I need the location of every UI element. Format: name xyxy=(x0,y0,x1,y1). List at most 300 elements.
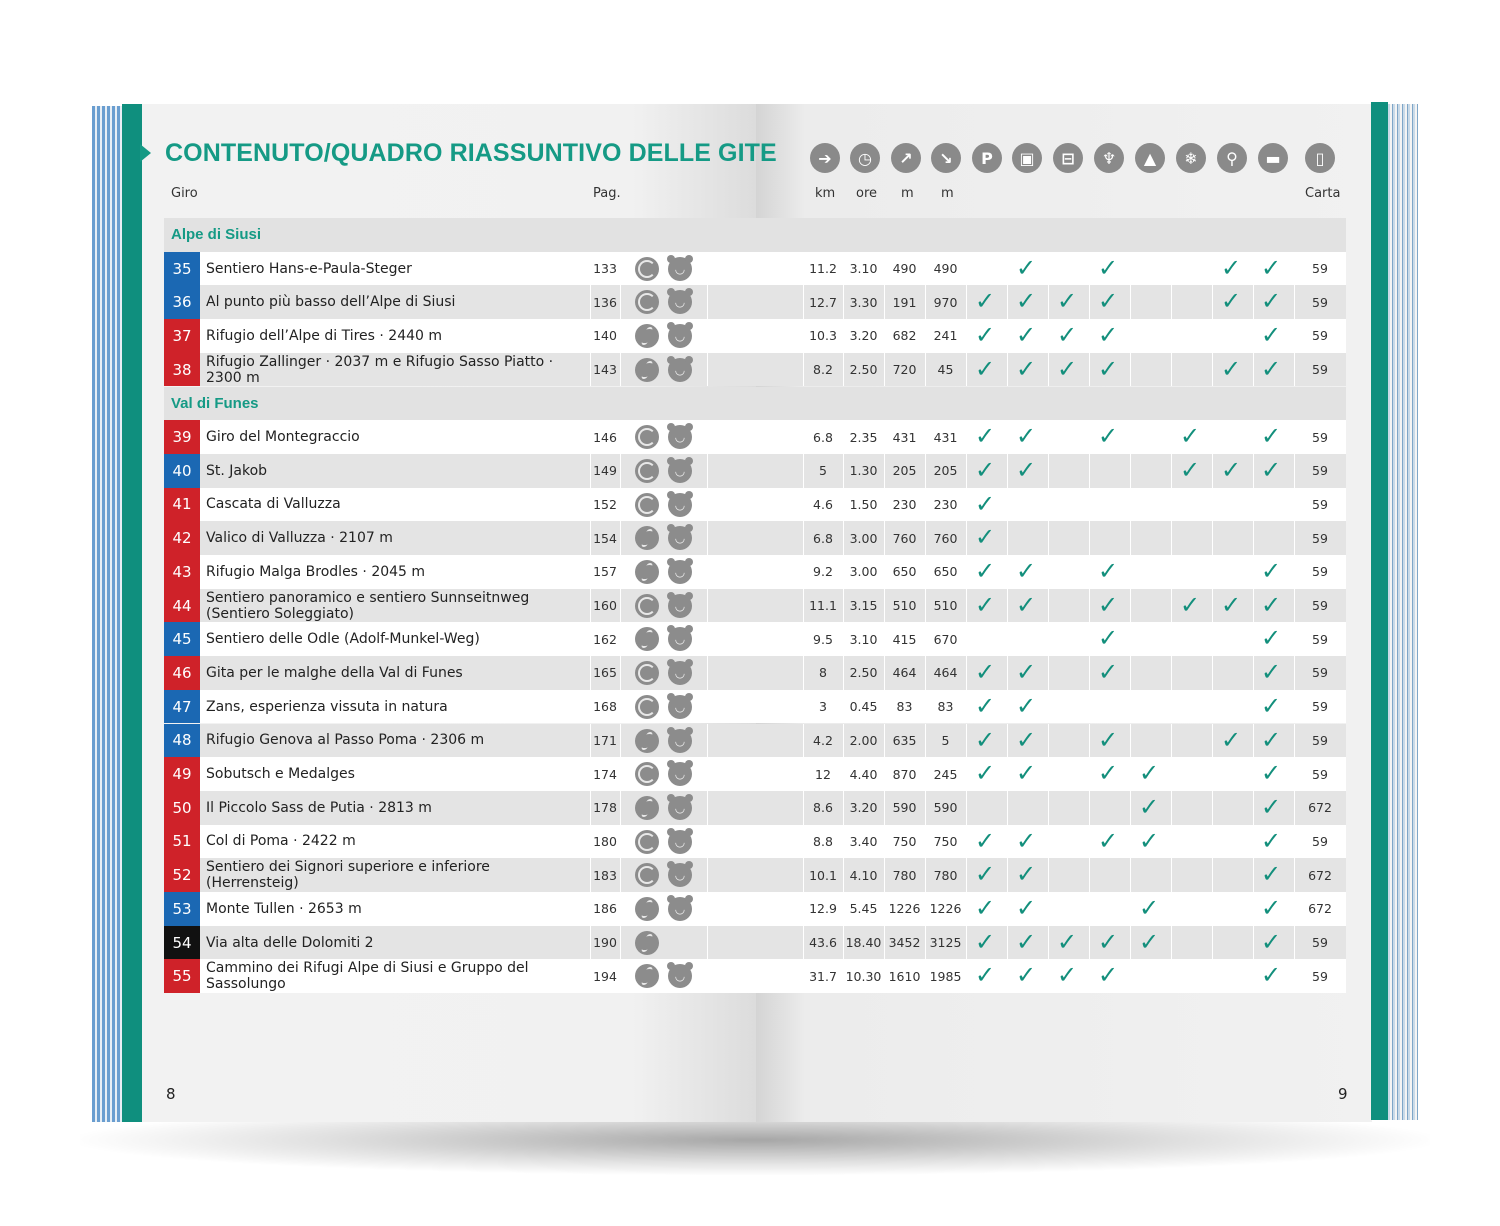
tour-map-sheet: 59 xyxy=(1312,699,1328,715)
checkmark-icon: ✓ xyxy=(1015,860,1037,889)
tour-km: 10.3 xyxy=(809,328,837,344)
checkmark-icon: ✓ xyxy=(1015,658,1037,687)
tour-ascent: 590 xyxy=(892,800,917,816)
column-separator xyxy=(1171,555,1172,589)
checkmark-icon: ✓ xyxy=(1138,894,1160,922)
kids-friendly-icon: ◡ xyxy=(668,560,692,584)
column-separator xyxy=(1212,858,1213,892)
tour-page: 157 xyxy=(593,564,617,580)
tour-page: 149 xyxy=(593,463,617,479)
tour-number-badge: 45 xyxy=(164,622,200,656)
tour-number-badge: 37 xyxy=(164,319,200,353)
checkmark-icon: ✓ xyxy=(974,725,996,754)
column-separator xyxy=(1171,656,1172,690)
column-separator xyxy=(707,724,708,758)
checkmark-icon: ✓ xyxy=(1097,927,1119,956)
tour-map-sheet: 59 xyxy=(1312,935,1328,951)
column-separator xyxy=(620,589,621,623)
tour-map-sheet: 59 xyxy=(1312,833,1328,849)
checkmark-icon: ✓ xyxy=(1260,624,1282,653)
checkmark-icon: ✓ xyxy=(974,557,996,585)
tour-descent: 760 xyxy=(933,530,958,546)
column-separator xyxy=(1212,791,1213,825)
tour-map-sheet: 59 xyxy=(1312,496,1328,512)
column-separator xyxy=(620,555,621,589)
header-pag: Pag. xyxy=(593,186,621,201)
checkmark-icon: ✓ xyxy=(1097,557,1119,585)
tour-map-sheet: 59 xyxy=(1312,631,1328,647)
checkmark-icon: ✓ xyxy=(1015,253,1037,282)
snowflake-icon: ❄ xyxy=(1176,143,1206,173)
checkmark-icon: ✓ xyxy=(1097,725,1119,754)
checkmark-icon: ✓ xyxy=(1097,624,1119,653)
tour-number-badge: 46 xyxy=(164,656,200,690)
tour-page: 140 xyxy=(593,328,617,344)
checkmark-icon: ✓ xyxy=(1138,759,1160,788)
column-separator xyxy=(1089,791,1090,825)
checkmark-icon: ✓ xyxy=(974,826,996,855)
column-separator xyxy=(620,825,621,859)
tour-name: Sobutsch e Medalges xyxy=(206,766,355,783)
checkmark-icon: ✓ xyxy=(1138,927,1160,956)
tour-name: Zans, esperienza vissuta in natura xyxy=(206,698,448,715)
tour-map-sheet: 59 xyxy=(1312,665,1328,681)
tour-descent: 205 xyxy=(933,463,958,479)
tour-descent: 590 xyxy=(933,800,958,816)
column-separator xyxy=(1089,858,1090,892)
column-separator xyxy=(707,521,708,555)
tour-descent: 431 xyxy=(933,429,958,445)
column-separator xyxy=(620,454,621,488)
header-km: km xyxy=(815,186,836,201)
ascent-arrow-icon: ↗ xyxy=(891,143,921,173)
section-title: Val di Funes xyxy=(171,394,259,412)
checkmark-icon: ✓ xyxy=(974,422,996,451)
tour-map-sheet: 59 xyxy=(1312,429,1328,445)
column-separator xyxy=(1171,252,1172,286)
summit-icon: ▲ xyxy=(1135,143,1165,173)
checkmark-icon: ✓ xyxy=(1015,927,1037,956)
column-separator xyxy=(707,252,708,286)
checkmark-icon: ✓ xyxy=(1015,354,1037,383)
checkmark-icon: ✓ xyxy=(974,894,996,922)
column-separator xyxy=(1171,724,1172,758)
checkmark-icon: ✓ xyxy=(1260,287,1282,316)
tour-name: Sentiero Hans-e-Paula-Steger xyxy=(206,260,412,277)
kids-friendly-icon: ◡ xyxy=(668,661,692,685)
kids-friendly-icon: ◡ xyxy=(668,897,692,921)
checkmark-icon: ✓ xyxy=(1015,321,1037,350)
kids-friendly-icon: ◡ xyxy=(668,695,692,719)
checkmark-icon: ✓ xyxy=(1056,287,1078,316)
kids-friendly-icon: ◡ xyxy=(668,762,692,786)
tour-hours: 2.35 xyxy=(849,429,878,445)
section-title: Alpe di Siusi xyxy=(171,226,262,243)
tour-hours: 18.40 xyxy=(845,935,882,951)
column-separator xyxy=(1130,858,1131,892)
tour-hours: 10.30 xyxy=(845,968,882,984)
column-separator xyxy=(1089,892,1090,926)
tour-km: 8 xyxy=(819,665,827,681)
tour-km: 8.8 xyxy=(813,833,833,849)
tour-ascent: 464 xyxy=(892,665,917,681)
checkmark-icon: ✓ xyxy=(1015,287,1037,316)
section-band xyxy=(164,218,1346,252)
column-separator xyxy=(707,791,708,825)
column-separator xyxy=(620,959,621,993)
column-separator xyxy=(620,353,621,387)
tour-descent: 245 xyxy=(933,766,958,782)
checkmark-icon: ✓ xyxy=(1260,894,1282,922)
column-separator xyxy=(707,555,708,589)
checkmark-icon: ✓ xyxy=(974,927,996,956)
column-separator xyxy=(1048,555,1049,589)
column-separator xyxy=(620,724,621,758)
tour-km: 11.2 xyxy=(809,261,837,277)
tour-page: 168 xyxy=(593,699,617,715)
checkmark-icon: ✓ xyxy=(1260,860,1282,889)
tour-map-sheet: 59 xyxy=(1312,530,1328,546)
column-separator xyxy=(620,892,621,926)
tour-number-badge: 35 xyxy=(164,252,200,286)
tour-km: 43.6 xyxy=(809,935,837,951)
column-separator xyxy=(1089,690,1090,724)
column-separator xyxy=(1130,319,1131,353)
column-separator xyxy=(1171,285,1172,319)
checkmark-icon: ✓ xyxy=(974,287,996,316)
column-separator xyxy=(1048,252,1049,286)
tour-number-badge: 38 xyxy=(164,353,200,387)
tour-descent: 670 xyxy=(933,631,958,647)
kids-friendly-icon: ◡ xyxy=(668,493,692,517)
tour-hours: 1.50 xyxy=(849,496,878,512)
checkmark-icon: ✓ xyxy=(1260,590,1282,619)
tour-name: Sentiero dei Signori superiore e inferiore (Herrensteig) xyxy=(206,859,490,892)
checkmark-icon: ✓ xyxy=(1015,590,1037,619)
column-separator xyxy=(620,285,621,319)
checkmark-icon: ✓ xyxy=(1260,961,1282,990)
kids-friendly-icon: ◡ xyxy=(668,459,692,483)
tour-hours: 4.10 xyxy=(849,867,878,883)
tour-km: 10.1 xyxy=(809,867,837,883)
bicycle-icon: ⚲ xyxy=(1217,143,1247,173)
column-separator xyxy=(1089,521,1090,555)
header-ore: ore xyxy=(856,186,878,201)
loop-route-icon xyxy=(635,830,659,854)
tour-ascent: 3452 xyxy=(888,935,921,951)
one-way-route-icon xyxy=(635,358,659,382)
tour-km: 5 xyxy=(819,463,827,479)
tour-ascent: 1610 xyxy=(888,968,921,984)
tour-map-sheet: 672 xyxy=(1308,901,1332,917)
checkmark-icon: ✓ xyxy=(1220,354,1242,383)
checkmark-icon: ✓ xyxy=(1260,253,1282,282)
checkmark-icon: ✓ xyxy=(1220,455,1242,484)
checkmark-icon: ✓ xyxy=(1097,826,1119,855)
column-separator xyxy=(1130,622,1131,656)
tour-descent: 45 xyxy=(937,362,954,378)
checkmark-icon: ✓ xyxy=(1260,759,1282,788)
column-separator xyxy=(1212,521,1213,555)
tour-number-badge: 39 xyxy=(164,420,200,454)
tour-name: Al punto più basso dell’Alpe di Siusi xyxy=(206,294,456,311)
tour-ascent: 510 xyxy=(892,598,917,614)
descent-arrow-icon: ↘ xyxy=(931,143,961,173)
tour-name: Cammino dei Rifugi Alpe di Siusi e Gruppo del Sassolungo xyxy=(206,960,529,993)
tour-km: 12.9 xyxy=(809,901,837,917)
column-separator xyxy=(1171,690,1172,724)
column-separator xyxy=(707,319,708,353)
column-separator xyxy=(1048,488,1049,522)
checkmark-icon: ✓ xyxy=(1056,961,1078,990)
header-descent: m xyxy=(941,186,954,201)
checkmark-icon: ✓ xyxy=(1015,557,1037,585)
column-separator xyxy=(620,656,621,690)
column-separator xyxy=(707,622,708,656)
tour-km: 9.2 xyxy=(813,564,833,580)
tour-name: Rifugio dell’Alpe di Tires · 2440 m xyxy=(206,327,443,344)
page-edges-left xyxy=(92,106,122,1122)
checkmark-icon: ✓ xyxy=(974,860,996,889)
tour-map-sheet: 59 xyxy=(1312,294,1328,310)
column-separator xyxy=(966,791,967,825)
column-separator xyxy=(1048,757,1049,791)
column-separator xyxy=(1171,622,1172,656)
tour-page: 146 xyxy=(593,429,617,445)
column-separator xyxy=(1130,959,1131,993)
tour-ascent: 682 xyxy=(892,328,917,344)
tour-hours: 4.40 xyxy=(849,766,878,782)
column-separator xyxy=(1212,892,1213,926)
column-separator xyxy=(966,252,967,286)
tour-name: Sentiero delle Odle (Adolf-Munkel-Weg) xyxy=(206,631,480,648)
tour-map-sheet: 59 xyxy=(1312,732,1328,748)
tour-hours: 3.15 xyxy=(849,598,878,614)
column-separator xyxy=(1253,521,1254,555)
column-separator xyxy=(1130,420,1131,454)
column-separator xyxy=(1007,521,1008,555)
tour-km: 4.6 xyxy=(813,496,833,512)
column-separator xyxy=(707,959,708,993)
checkmark-icon: ✓ xyxy=(1260,725,1282,754)
checkmark-icon: ✓ xyxy=(1179,455,1201,484)
tour-number-badge: 54 xyxy=(164,926,200,960)
tour-map-sheet: 59 xyxy=(1312,598,1328,614)
tour-ascent: 760 xyxy=(892,530,917,546)
tour-map-sheet: 59 xyxy=(1312,362,1328,378)
map-icon: ▯ xyxy=(1305,143,1335,173)
column-separator xyxy=(1130,589,1131,623)
signpost-icon: ➔ xyxy=(810,143,840,173)
checkmark-icon: ✓ xyxy=(1260,691,1282,720)
tour-ascent: 870 xyxy=(892,766,917,782)
column-separator xyxy=(1212,757,1213,791)
column-separator xyxy=(1130,353,1131,387)
column-separator xyxy=(1048,420,1049,454)
column-separator xyxy=(1007,791,1008,825)
column-separator xyxy=(620,622,621,656)
column-separator xyxy=(1089,454,1090,488)
checkmark-icon: ✓ xyxy=(974,961,996,990)
checkmark-icon: ✓ xyxy=(974,759,996,788)
tour-number-badge: 42 xyxy=(164,521,200,555)
tour-hours: 2.00 xyxy=(849,732,878,748)
tour-hours: 2.50 xyxy=(849,362,878,378)
checkmark-icon: ✓ xyxy=(974,489,996,518)
column-separator xyxy=(707,892,708,926)
tour-descent: 970 xyxy=(933,294,958,310)
column-separator xyxy=(707,420,708,454)
tour-descent: 83 xyxy=(937,699,954,715)
tour-km: 12.7 xyxy=(809,294,837,310)
loop-route-icon xyxy=(635,257,659,281)
column-separator xyxy=(620,690,621,724)
column-separator xyxy=(1048,791,1049,825)
bus-icon: ▣ xyxy=(1012,143,1042,173)
kids-friendly-icon: ◡ xyxy=(668,257,692,281)
checkmark-icon: ✓ xyxy=(1220,725,1242,754)
column-separator xyxy=(1048,622,1049,656)
tour-km: 4.2 xyxy=(813,732,833,748)
column-separator xyxy=(1007,488,1008,522)
tour-name: Giro del Montegraccio xyxy=(206,429,360,446)
column-separator xyxy=(966,622,967,656)
checkmark-icon: ✓ xyxy=(1015,961,1037,990)
loop-route-icon xyxy=(635,493,659,517)
tour-map-sheet: 59 xyxy=(1312,261,1328,277)
page-title: CONTENUTO/QUADRO RIASSUNTIVO DELLE GITE xyxy=(165,139,777,167)
tour-page: 178 xyxy=(593,800,617,816)
bed-icon: ▬ xyxy=(1258,143,1288,173)
tour-km: 9.5 xyxy=(813,631,833,647)
tour-hours: 3.10 xyxy=(849,631,878,647)
column-separator xyxy=(707,656,708,690)
tour-map-sheet: 59 xyxy=(1312,564,1328,580)
tour-name: Monte Tullen · 2653 m xyxy=(206,900,362,917)
column-separator xyxy=(620,252,621,286)
checkmark-icon: ✓ xyxy=(1015,422,1037,451)
tour-hours: 3.30 xyxy=(849,294,878,310)
checkmark-icon: ✓ xyxy=(1097,287,1119,316)
column-separator xyxy=(1212,420,1213,454)
tour-descent: 5 xyxy=(941,732,950,748)
tour-page: 143 xyxy=(593,362,617,378)
page-number-right: 9 xyxy=(1338,1085,1348,1103)
checkmark-icon: ✓ xyxy=(1097,253,1119,282)
tour-number-badge: 36 xyxy=(164,285,200,319)
tour-number-badge: 44 xyxy=(164,589,200,623)
checkmark-icon: ✓ xyxy=(1097,759,1119,788)
tour-ascent: 83 xyxy=(896,699,913,715)
checkmark-icon: ✓ xyxy=(1260,826,1282,855)
column-separator xyxy=(1007,622,1008,656)
tour-descent: 650 xyxy=(933,564,958,580)
header-giro: Giro xyxy=(171,186,198,201)
checkmark-icon: ✓ xyxy=(1097,658,1119,687)
column-separator xyxy=(1130,285,1131,319)
tour-page: 186 xyxy=(593,901,617,917)
one-way-route-icon xyxy=(635,324,659,348)
column-separator xyxy=(620,791,621,825)
tour-number-badge: 52 xyxy=(164,858,200,892)
checkmark-icon: ✓ xyxy=(1015,691,1037,720)
tour-descent: 1985 xyxy=(929,968,962,984)
column-separator xyxy=(1130,252,1131,286)
column-separator xyxy=(1130,690,1131,724)
checkmark-icon: ✓ xyxy=(1260,658,1282,687)
column-separator xyxy=(1048,589,1049,623)
kids-friendly-icon: ◡ xyxy=(668,594,692,618)
column-separator xyxy=(620,319,621,353)
checkmark-icon: ✓ xyxy=(1260,422,1282,451)
checkmark-icon: ✓ xyxy=(1056,354,1078,383)
tour-ascent: 650 xyxy=(892,564,917,580)
tour-name: Via alta delle Dolomiti 2 xyxy=(206,934,374,951)
column-separator xyxy=(707,690,708,724)
kids-friendly-icon: ◡ xyxy=(668,290,692,314)
column-separator xyxy=(1171,757,1172,791)
one-way-route-icon xyxy=(635,931,659,955)
column-separator xyxy=(1171,926,1172,960)
tour-page: 183 xyxy=(593,867,617,883)
column-separator xyxy=(707,926,708,960)
tour-ascent: 431 xyxy=(892,429,917,445)
checkmark-icon: ✓ xyxy=(974,658,996,687)
tour-hours: 3.00 xyxy=(849,530,878,546)
column-separator xyxy=(707,757,708,791)
loop-route-icon xyxy=(635,695,659,719)
tour-ascent: 720 xyxy=(892,362,917,378)
loop-route-icon xyxy=(635,661,659,685)
tour-descent: 510 xyxy=(933,598,958,614)
loop-route-icon xyxy=(635,594,659,618)
tour-page: 174 xyxy=(593,766,617,782)
checkmark-icon: ✓ xyxy=(1097,590,1119,619)
checkmark-icon: ✓ xyxy=(974,354,996,383)
checkmark-icon: ✓ xyxy=(1015,826,1037,855)
tour-map-sheet: 59 xyxy=(1312,968,1328,984)
tour-name: Cascata di Valluzza xyxy=(206,496,341,513)
tour-descent: 241 xyxy=(933,328,958,344)
column-separator xyxy=(707,858,708,892)
column-separator xyxy=(1171,825,1172,859)
checkmark-icon: ✓ xyxy=(1260,455,1282,484)
tour-map-sheet: 59 xyxy=(1312,766,1328,782)
column-separator xyxy=(620,926,621,960)
column-separator xyxy=(1048,892,1049,926)
checkmark-icon: ✓ xyxy=(1220,590,1242,619)
tour-name: St. Jakob xyxy=(206,462,268,479)
column-separator xyxy=(1212,926,1213,960)
tour-hours: 5.45 xyxy=(849,901,878,917)
tour-number-badge: 50 xyxy=(164,791,200,825)
tour-km: 6.8 xyxy=(813,429,833,445)
column-separator xyxy=(1130,724,1131,758)
tour-hours: 3.10 xyxy=(849,261,878,277)
column-separator xyxy=(707,825,708,859)
restaurant-icon: ♆ xyxy=(1094,143,1124,173)
column-separator xyxy=(1212,825,1213,859)
tour-km: 8.6 xyxy=(813,800,833,816)
column-separator xyxy=(620,420,621,454)
page-number-left: 8 xyxy=(166,1085,176,1103)
tour-ascent: 635 xyxy=(892,732,917,748)
column-separator xyxy=(1130,488,1131,522)
parking-icon: P xyxy=(972,143,1002,173)
checkmark-icon: ✓ xyxy=(1015,725,1037,754)
checkmark-icon: ✓ xyxy=(1220,253,1242,282)
tour-descent: 750 xyxy=(933,833,958,849)
